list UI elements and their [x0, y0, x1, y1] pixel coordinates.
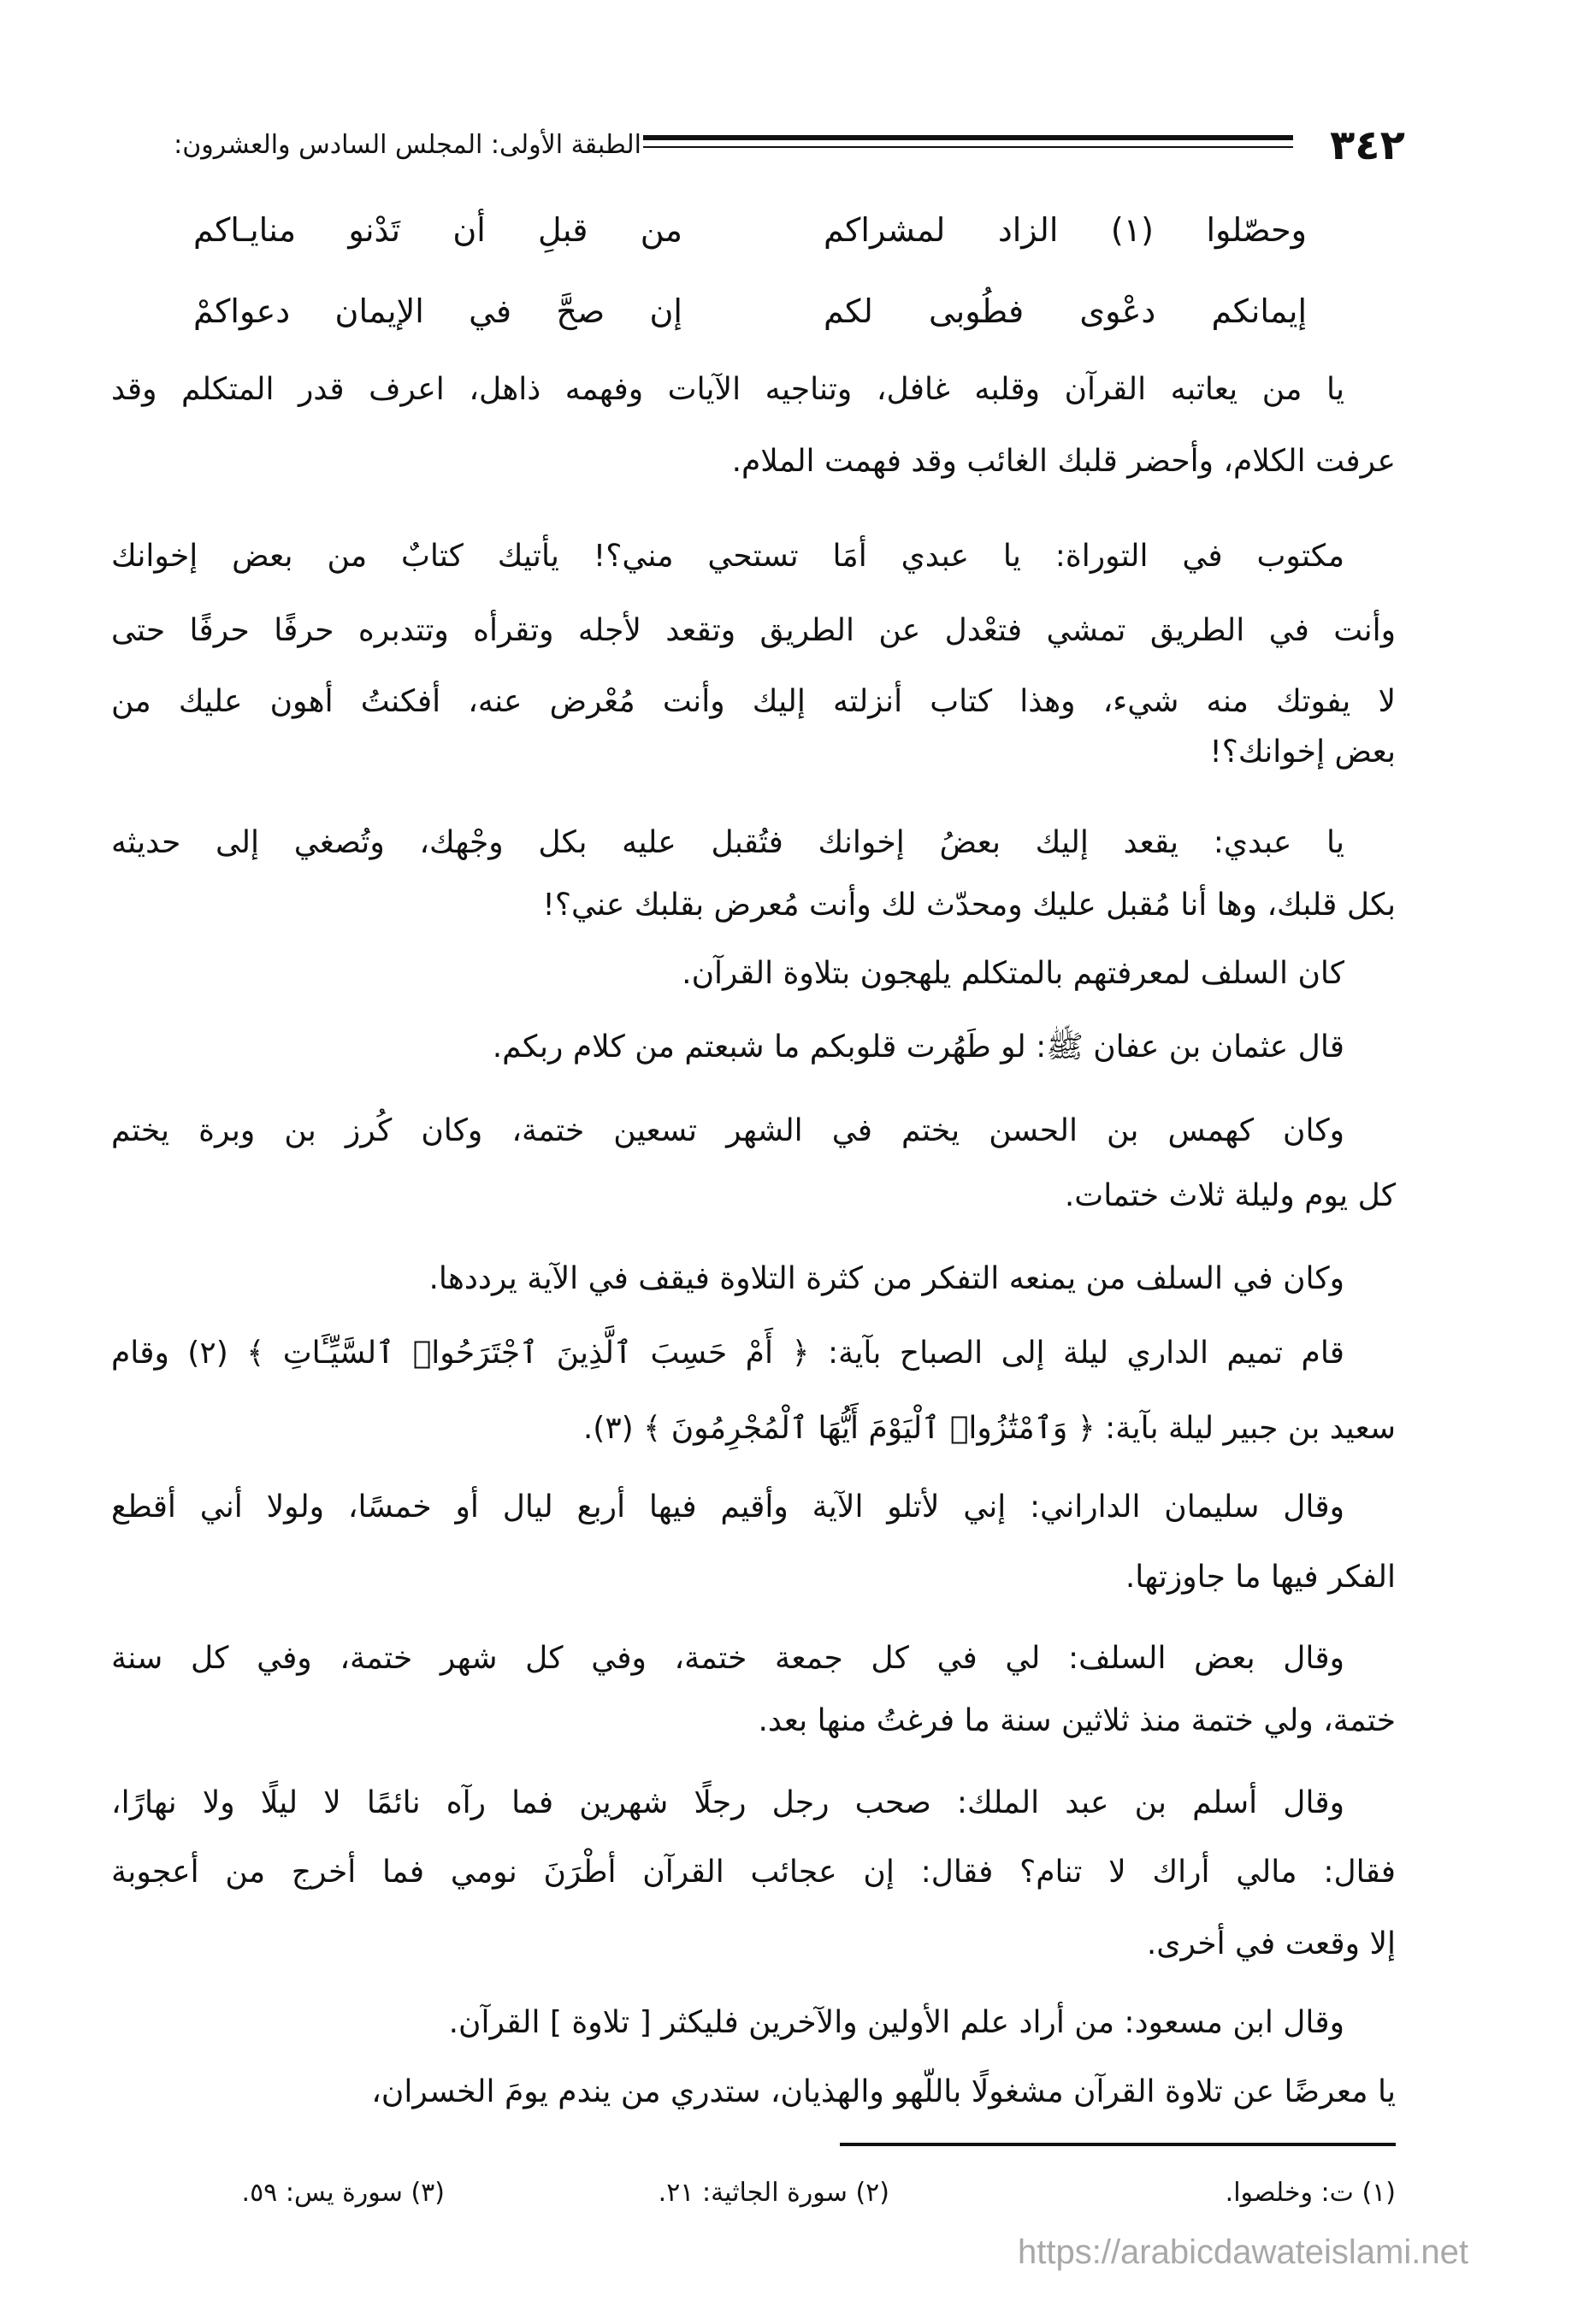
text-line: وكان كهمس بن الحسن يختم في الشهر تسعين ختمة، وكان كُرز بن وبرة يختم: [111, 1113, 1344, 1148]
footnote: (١) ت: وخلصوا.: [1225, 2178, 1396, 2208]
poem-hemistich-right: وحصّلوا (١) الزاد لمشراكم: [824, 211, 1308, 249]
text-line: فقال: مالي أراك لا تنام؟ فقال: إن عجائب القرآن أطْرَنَ نومي فما أخرج من أعجوبة: [111, 1855, 1396, 1890]
text-line: وأنت في الطريق تمشي فتعْدل عن الطريق وتقعد لأجله وتقرأه وتتدبره حرفًا حرفًا حتى: [111, 613, 1396, 648]
running-title: الطبقة الأولى: المجلس السادس والعشرون:: [174, 130, 641, 160]
poem-hemistich-left: إن صحَّ في الإيمان دعواكمْ: [193, 292, 682, 330]
text-line: يا معرضًا عن تلاوة القرآن مشغولًا باللّهو والهذيان، ستدري من يندم يومَ الخسران،: [371, 2074, 1396, 2109]
text-line: لا يفوتك منه شيء، وهذا كتاب أنزلته إليك وأنت مُعْرض عنه، أفكنتُ أهون عليك من: [111, 684, 1396, 719]
text-line: وقال سليمان الداراني: إني لأتلو الآية وأقيم فيها أربع ليال أو خمسًا، ولولا أني أقطع: [111, 1489, 1344, 1525]
text-line: بكل قلبك، وها أنا مُقبل عليك ومحدّث لك وأنت مُعرض بقلبك عني؟!: [542, 888, 1396, 923]
footnote: (٣) سورة يس: ٥٩.: [241, 2178, 445, 2208]
poem-hemistich-right: إيمانكم دعْوى فطُوبى لكم: [824, 292, 1307, 330]
text-line: قام تميم الداري ليلة إلى الصباح بآية: ﴿ أَمْ حَسِبَ ٱلَّذِينَ ٱجْتَرَحُوا۟ ٱلسَّيِّـَٔاتِ ﴾ (٢) وقام: [111, 1336, 1344, 1371]
text-line: كان السلف لمعرفتهم بالمتكلم يلهجون بتلاوة القرآن.: [682, 956, 1344, 991]
watermark-url: https://arabicdawateislami.net: [1018, 2233, 1468, 2271]
text-line: سعيد بن جبير ليلة بآية: ﴿ وَٱمْتَٰزُوا۟ ٱلْيَوْمَ أَيُّهَا ٱلْمُجْرِمُونَ ﴾ (٣).: [582, 1411, 1396, 1446]
text-line: وقال أسلم بن عبد الملك: صحب رجل رجلًا شهرين فما رآه نائمًا لا ليلًا ولا نهارًا،: [111, 1785, 1344, 1820]
text-line: عرفت الكلام، وأحضر قلبك الغائب وقد فهمت الملام.: [731, 444, 1396, 479]
text-line: مكتوب في التوراة: يا عبدي أمَا تستحي مني؟! يأتيك كتابٌ من بعض إخوانك: [111, 539, 1344, 574]
text-line: وقال بعض السلف: لي في كل جمعة ختمة، وفي كل شهر ختمة، وفي كل سنة: [111, 1641, 1344, 1676]
text-line: إلا وقعت في أخرى.: [1146, 1926, 1396, 1961]
text-line: يا من يعاتبه القرآن وقلبه غافل، وتناجيه الآيات وفهمه ذاهل، اعرف قدر المتكلم وقد: [111, 372, 1344, 407]
text-line: الفكر فيها ما جاوزتها.: [1125, 1560, 1396, 1595]
text-line: يا عبدي: يقعد إليك بعضُ إخوانك فتُقبل عليه بكل وجْهك، وتُصغي إلى حديثه: [111, 825, 1344, 860]
page-number: ٣٤٢: [1330, 121, 1405, 169]
text-line: ختمة، ولي ختمة منذ ثلاثين سنة ما فرغتُ منها بعد.: [758, 1703, 1396, 1738]
text-line: وقال ابن مسعود: من أراد علم الأولين والآخرين فليكثر [ تلاوة ] القرآن.: [448, 2005, 1344, 2040]
header-rule: [643, 135, 1293, 148]
text-line: وكان في السلف من يمنعه التفكر من كثرة التلاوة فيقف في الآية يرددها.: [428, 1261, 1344, 1296]
text-line: بعض إخوانك؟!: [1209, 734, 1396, 770]
footnote: (٢) سورة الجاثية: ٢١.: [658, 2178, 889, 2208]
text-line: كل يوم وليلة ثلاث ختمات.: [1064, 1178, 1396, 1213]
footnote-separator: [840, 2143, 1396, 2146]
poem-hemistich-left: من قبلِ أن تَدْنو منايـاكم: [193, 211, 682, 249]
text-line: قال عثمان بن عفان ﷺ: لو طَهُرت قلوبكم ما شبعتم من كلام ربكم.: [492, 1029, 1344, 1065]
